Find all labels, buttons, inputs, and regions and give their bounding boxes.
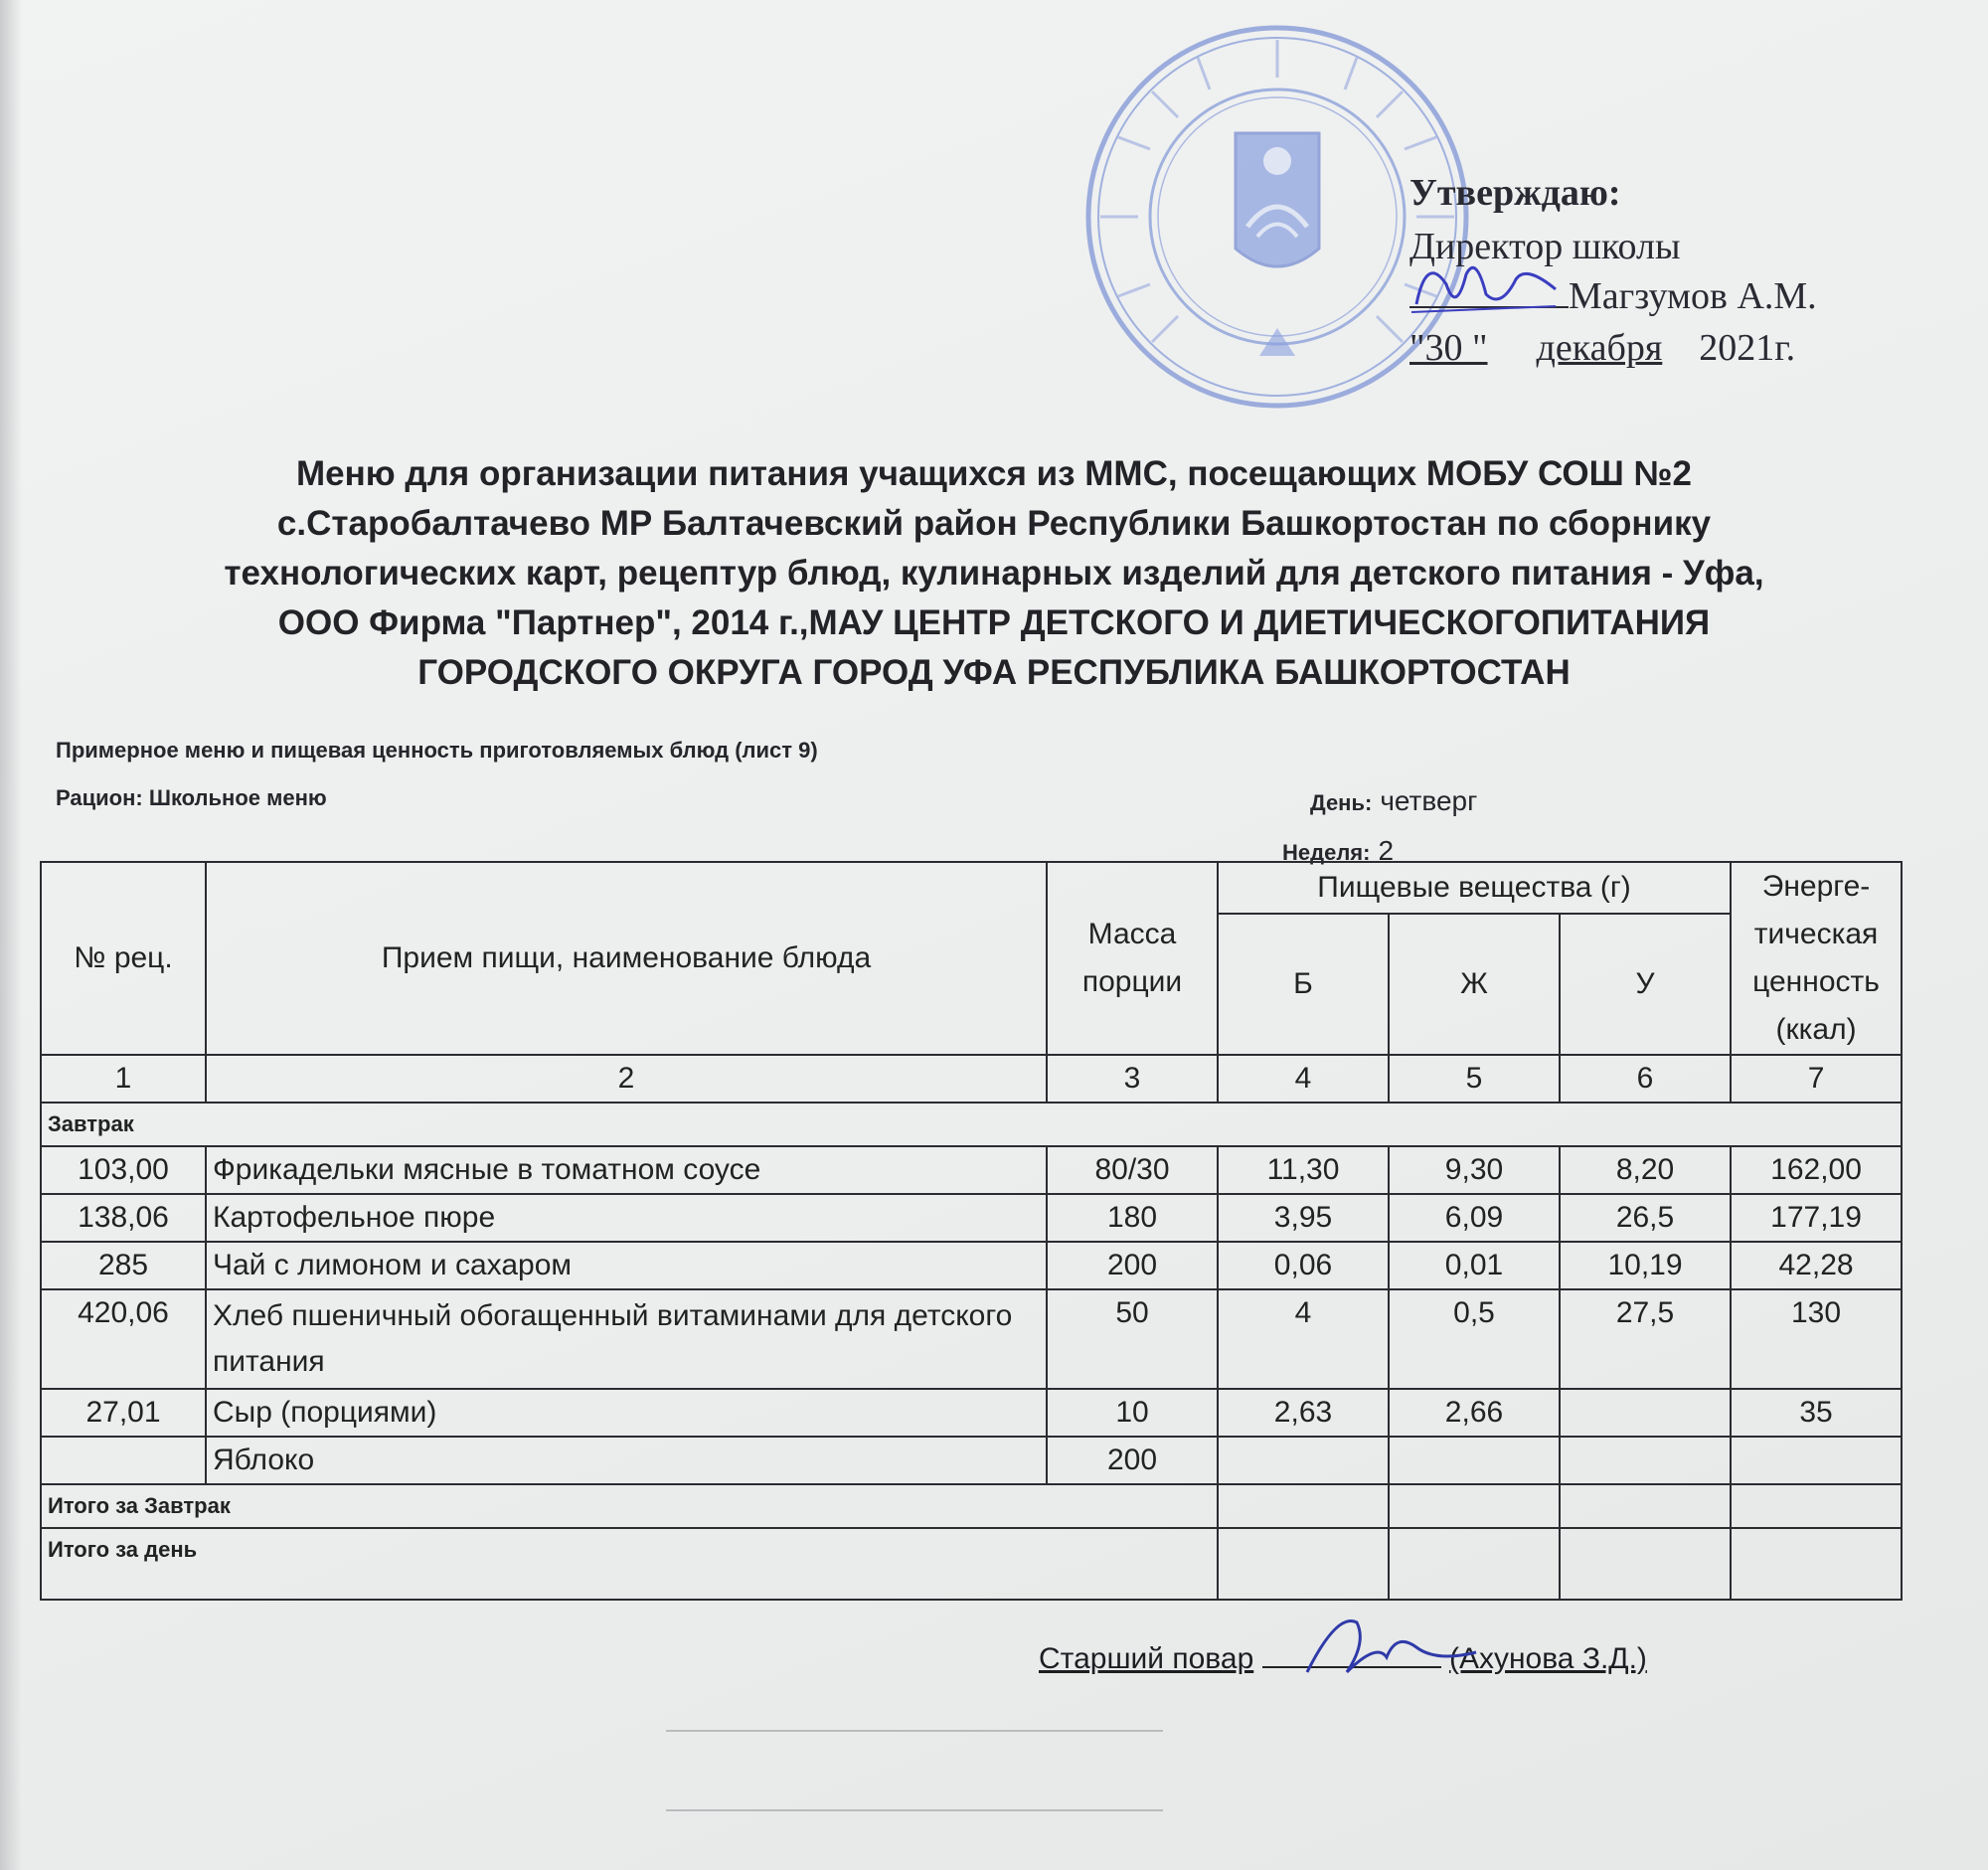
total-cell (1560, 1484, 1731, 1528)
approval-heading: Утверждаю: (1409, 172, 1621, 214)
chef-name: (Ахунова З.Д.) (1448, 1642, 1647, 1675)
title-line-1: Меню для организации питания учащихся из ММС, посещающих МОБУ СОШ №2 (295, 454, 1693, 493)
cell-mass: 180 (1047, 1194, 1218, 1242)
cell-zh: 9,30 (1389, 1146, 1560, 1194)
cell-b: 0,06 (1218, 1242, 1389, 1289)
col-number: 6 (1560, 1055, 1731, 1103)
cell-mass: 200 (1047, 1437, 1218, 1484)
total-cell (1731, 1528, 1902, 1600)
total-cell (1218, 1484, 1389, 1528)
cell-b: 2,63 (1218, 1389, 1389, 1437)
cell-kcal: 177,19 (1731, 1194, 1902, 1242)
cell-zh: 0,5 (1389, 1289, 1560, 1389)
cell-rec (41, 1437, 206, 1484)
cell-u: 8,20 (1560, 1146, 1731, 1194)
cell-rec: 138,06 (41, 1194, 206, 1242)
table-row (41, 1437, 1902, 1484)
cell-mass: 80/30 (1047, 1146, 1218, 1194)
cell-mass: 200 (1047, 1242, 1218, 1289)
week-value: 2 (1378, 835, 1395, 866)
week-label: Неделя: (1282, 840, 1371, 865)
cell-b (1218, 1437, 1389, 1484)
header-row-1 (41, 862, 1902, 914)
approval-position: Директор школы (1409, 226, 1681, 267)
col-number: 4 (1218, 1055, 1389, 1103)
title-line-4: ООО Фирма "Партнер", 2014 г.,МАУ ЦЕНТР ДЕТСКОГО И ДИЕТИЧЕСКОГОПИТАНИЯ (277, 603, 1711, 642)
bleed-line (666, 1809, 1163, 1811)
section-row-breakfast (41, 1103, 1902, 1146)
page-shadow (0, 0, 22, 1870)
total-cell (1389, 1528, 1560, 1600)
table-row (41, 1146, 1902, 1194)
total-row-breakfast (41, 1484, 1902, 1528)
cell-b: 4 (1218, 1289, 1389, 1389)
title-line-2: с.Старобалтачево МР Балтачевский район Республики Башкортостан по сборнику (276, 504, 1712, 543)
cell-dish: Хлеб пшеничный обогащенный витаминами для детского питания (206, 1289, 1047, 1389)
cell-b: 3,95 (1218, 1194, 1389, 1242)
cell-zh: 2,66 (1389, 1389, 1560, 1437)
director-signature (1407, 245, 1566, 324)
table-row (41, 1194, 1902, 1242)
cell-kcal: 42,28 (1731, 1242, 1902, 1289)
cell-kcal (1731, 1437, 1902, 1484)
title-line-5: ГОРОДСКОГО ОКРУГА ГОРОД УФА РЕСПУБЛИКА БАШКОРТОСТАН (417, 653, 1571, 692)
col-number: 3 (1047, 1055, 1218, 1103)
day-value: четверг (1380, 785, 1478, 816)
cell-zh (1389, 1437, 1560, 1484)
header-u: У (1560, 914, 1731, 1055)
table-row (41, 1242, 1902, 1289)
cell-kcal: 162,00 (1731, 1146, 1902, 1194)
approval-date (1409, 326, 1795, 370)
cell-kcal: 35 (1731, 1389, 1902, 1437)
approval-day: "30 " (1409, 327, 1488, 369)
total-cell (1389, 1484, 1560, 1528)
total-breakfast-label: Итого за Завтрак (41, 1484, 1218, 1528)
col-number: 2 (206, 1055, 1047, 1103)
col-number: 5 (1389, 1055, 1560, 1103)
cell-dish: Картофельное пюре (206, 1194, 1047, 1242)
column-number-row (41, 1055, 1902, 1103)
cell-u (1560, 1437, 1731, 1484)
cell-u: 26,5 (1560, 1194, 1731, 1242)
table-row (41, 1289, 1902, 1389)
day-field (1310, 785, 1477, 817)
header-zh: Ж (1389, 914, 1560, 1055)
chef-title: Старший повар (1039, 1642, 1254, 1675)
total-row-day (41, 1528, 1902, 1600)
cell-dish: Фрикадельки мясные в томатном соусе (206, 1146, 1047, 1194)
menu-title (60, 449, 1928, 698)
cell-zh: 6,09 (1389, 1194, 1560, 1242)
cell-u: 27,5 (1560, 1289, 1731, 1389)
cell-dish: Сыр (порциями) (206, 1389, 1047, 1437)
col-number: 1 (41, 1055, 206, 1103)
cell-u: 10,19 (1560, 1242, 1731, 1289)
cell-rec: 27,01 (41, 1389, 206, 1437)
cell-dish: Яблоко (206, 1437, 1047, 1484)
day-label: День: (1310, 790, 1373, 815)
header-dish: Прием пищи, наименование блюда (206, 862, 1047, 1055)
approval-signatory: Магзумов А.М. (1569, 275, 1817, 317)
total-cell (1218, 1528, 1389, 1600)
cell-mass: 50 (1047, 1289, 1218, 1389)
bleed-line (666, 1730, 1163, 1732)
header-mass: Масса порции (1047, 862, 1218, 1055)
cell-zh: 0,01 (1389, 1242, 1560, 1289)
cell-dish: Чай с лимоном и сахаром (206, 1242, 1047, 1289)
title-line-3: технологических карт, рецептур блюд, кулинарных изделий для детского питания - Уфа, (224, 554, 1764, 593)
cell-rec: 103,00 (41, 1146, 206, 1194)
approval-year: 2021г. (1699, 327, 1796, 369)
cell-b: 11,30 (1218, 1146, 1389, 1194)
total-cell (1731, 1484, 1902, 1528)
cell-kcal: 130 (1731, 1289, 1902, 1389)
menu-table (40, 861, 1903, 1601)
total-cell (1560, 1528, 1731, 1600)
header-rec: № рец. (41, 862, 206, 1055)
cell-rec: 285 (41, 1242, 206, 1289)
approval-month: декабря (1536, 327, 1663, 369)
menu-subtitle: Примерное меню и пищевая ценность приготовляемых блюд (лист 9) (56, 738, 818, 763)
col-number: 7 (1731, 1055, 1902, 1103)
header-nutrients: Пищевые вещества (г) (1218, 862, 1731, 914)
ration-label: Рацион: Школьное меню (56, 785, 327, 810)
table-row (41, 1389, 1902, 1437)
cell-rec: 420,06 (41, 1289, 206, 1389)
header-b: Б (1218, 914, 1389, 1055)
header-energy: Энерге-тическая ценность (ккал) (1731, 862, 1902, 1055)
chef-signature (1297, 1603, 1486, 1682)
cell-mass: 10 (1047, 1389, 1218, 1437)
cell-u (1560, 1389, 1731, 1437)
total-day-label: Итого за день (41, 1528, 1218, 1600)
section-breakfast: Завтрак (41, 1103, 1902, 1146)
